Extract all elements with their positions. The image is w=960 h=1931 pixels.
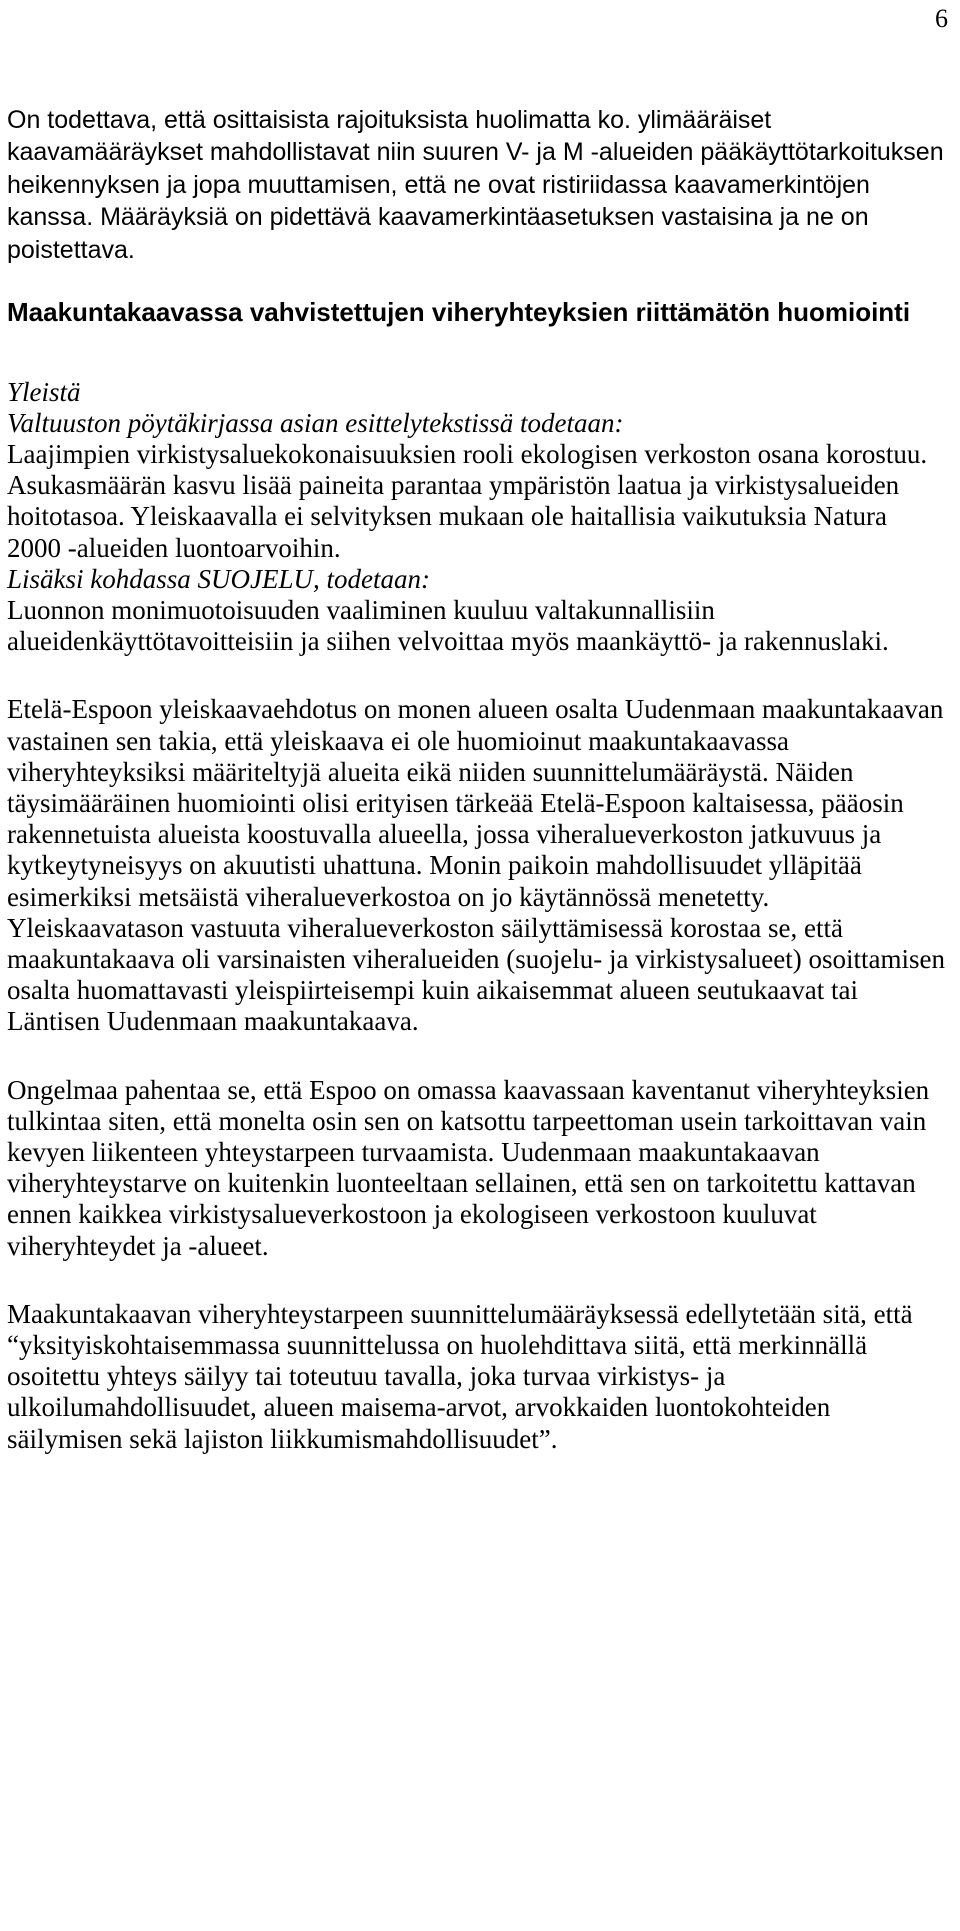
protection-quote: Luonnon monimuotoisuuden vaaliminen kuuluu valtakunnallisiin alueidenkäyttötavoitteisiin ja siihen velvoittaa myös maankäyttö- ja rakennuslaki. (7, 594, 889, 657)
minutes-quote: Laajimpien virkistysaluekokonaisuuksien rooli ekologisen verkoston osana korostuu. Asukasmäärän kasvu lisää paineita parantaa ympäristön laatua ja virkistysalueiden hoitotasoa. Yleiskaavalla ei selvityksen mukaan ole haitallisia vaikutuksia Natura 2000 -alueiden luontoarvoihin. (7, 438, 928, 563)
document-body (7, 104, 947, 1455)
page-number: 6 (935, 4, 948, 33)
section-heading: Maakuntakaavassa vahvistettujen viheryhteyksien riittämätön huomiointi (7, 297, 911, 328)
label-minutes: Valtuuston pöytäkirjassa asian esittelytekstissä todetaan: (7, 407, 624, 438)
label-protection: Lisäksi kohdassa SUOJELU, todetaan: (7, 563, 430, 594)
body-paragraph-3: Maakuntakaavan viheryhteystarpeen suunnittelumääräyksessä edellytetään sitä, että “yksityiskohtaisemmassa suunnittelussa on huolehdittava siitä, että merkinnällä osoitettu yhteys säilyy tai toteutuu tavalla, joka turvaa virkistys- ja ulkoilumahdollisuudet, alueen maisema-arvot, arvokkaiden luontokohteiden säilymisen sekä lajiston liikkumismahdollisuudet”. (7, 1298, 913, 1454)
intro-paragraph: On todettava, että osittaisista rajoituksista huolimatta ko. ylimääräiset kaavamääräykset mahdollistavat niin suuren V- ja M -alueiden pääkäyttötarkoituksen heikennyksen ja jopa muuttamisen, että ne ovat ristiriidassa kaavamerkintöjen kanssa. Määräyksiä on pidettävä kaavamerkintäasetuksen vastaisina ja ne on poistettava. (7, 106, 944, 264)
body-paragraph-1: Etelä-Espoon yleiskaavaehdotus on monen alueen osalta Uudenmaan maakuntakaavan vastainen sen takia, että yleiskaava ei ole huomioinut maakuntakaavassa viheryhteyksiksi määriteltyjä alueita eikä niiden suunnittelumääräystä. Näiden täysimääräinen huomiointi olisi erityisen tärkeää Etelä-Espoon kaltaisessa, pääosin rakennetuista alueista koostuvalla alueella, jossa viheralueverkoston jatkuvuus ja kytkeytyneisyys on akuutisti uhattuna. Monin paikoin mahdollisuudet ylläpitää esimerkiksi metsäistä viheralueverkostoa on jo käytännössä menetetty. Yleiskaavatason vastuuta viheralueverkoston säilyttämisessä korostaa se, että maakuntakaava oli varsinaisten viheralueiden (suojelu- ja virkistysalueet) osoittamisen osalta huomattavasti yleispiirteisempi kuin aikaisemmat alueen seutukaavat tai Läntisen Uudenmaan maakuntakaava. (7, 694, 945, 1037)
label-general: Yleistä (7, 376, 81, 407)
body-paragraph-2: Ongelmaa pahentaa se, että Espoo on omassa kaavassaan kaventanut viheryhteyksien tulkintaa siten, että monelta osin sen on katsottu tarpeettoman usein tarkoittavan vain kevyen liikenteen yhteystarpeen turvaamista. Uudenmaan maakuntakaavan viheryhteystarve on kuitenkin luonteeltaan sellainen, että sen on tarkoitettu kattavan ennen kaikkea virkistysalueverkostoon ja ekologiseen verkostoon kuuluvat viheryhteydet ja -alueet. (7, 1074, 930, 1261)
